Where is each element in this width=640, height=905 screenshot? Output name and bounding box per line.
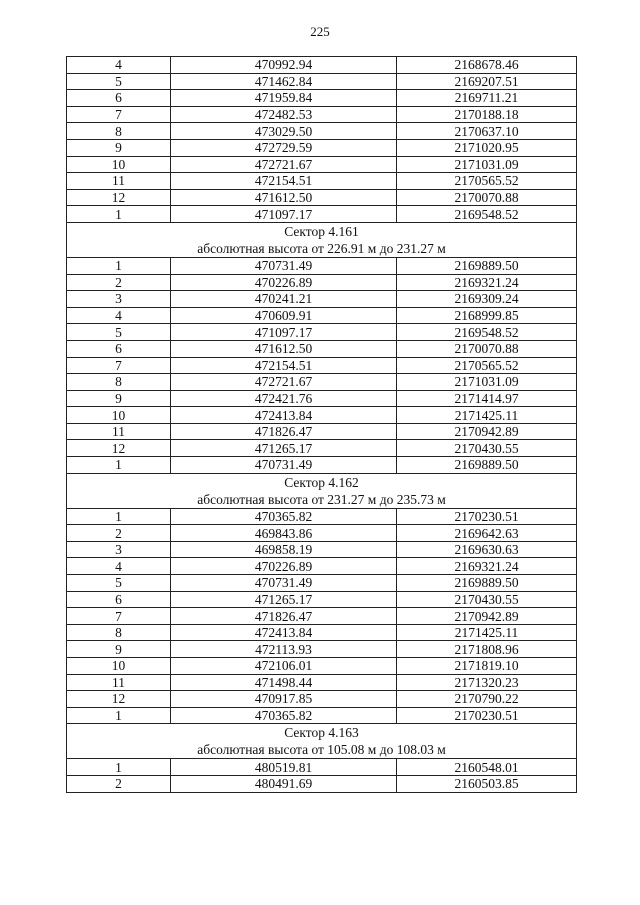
x-coordinate-cell: 472113.93 [171, 641, 397, 658]
point-number-cell: 11 [67, 173, 171, 190]
y-coordinate-cell: 2171819.10 [397, 658, 577, 675]
point-number-cell: 9 [67, 390, 171, 407]
x-coordinate-cell: 471612.50 [171, 340, 397, 357]
table-row [67, 374, 577, 391]
table-row [67, 73, 577, 90]
table-row [67, 90, 577, 107]
point-number-cell: 4 [67, 307, 171, 324]
table-row [67, 324, 577, 341]
x-coordinate-cell: 473029.50 [171, 123, 397, 140]
table-row [67, 674, 577, 691]
y-coordinate-cell: 2169321.24 [397, 558, 577, 575]
point-number-cell: 12 [67, 189, 171, 206]
y-coordinate-cell: 2169548.52 [397, 324, 577, 341]
x-coordinate-cell: 472729.59 [171, 139, 397, 156]
sector-altitude: абсолютная высота от 226.91 м до 231.27 м [197, 240, 446, 256]
x-coordinate-cell: 470731.49 [171, 457, 397, 474]
y-coordinate-cell: 2171425.11 [397, 407, 577, 424]
x-coordinate-cell: 470992.94 [171, 57, 397, 74]
table-row [67, 274, 577, 291]
table-row [67, 641, 577, 658]
point-number-cell: 5 [67, 575, 171, 592]
x-coordinate-cell: 470731.49 [171, 575, 397, 592]
x-coordinate-cell: 470365.82 [171, 707, 397, 724]
point-number-cell: 2 [67, 775, 171, 792]
y-coordinate-cell: 2169889.50 [397, 457, 577, 474]
x-coordinate-cell: 472154.51 [171, 173, 397, 190]
y-coordinate-cell: 2171031.09 [397, 156, 577, 173]
table-row [67, 541, 577, 558]
table-row [67, 658, 577, 675]
point-number-cell: 5 [67, 324, 171, 341]
y-coordinate-cell: 2169321.24 [397, 274, 577, 291]
table-row [67, 775, 577, 792]
point-number-cell: 9 [67, 641, 171, 658]
table-row [67, 707, 577, 724]
x-coordinate-cell: 470241.21 [171, 291, 397, 308]
x-coordinate-cell: 472721.67 [171, 156, 397, 173]
y-coordinate-cell: 2171414.97 [397, 390, 577, 407]
x-coordinate-cell: 470731.49 [171, 257, 397, 274]
y-coordinate-cell: 2169642.63 [397, 525, 577, 542]
x-coordinate-cell: 472106.01 [171, 658, 397, 675]
x-coordinate-cell: 480491.69 [171, 775, 397, 792]
table-row [67, 257, 577, 274]
x-coordinate-cell: 471612.50 [171, 189, 397, 206]
point-number-cell: 1 [67, 508, 171, 525]
y-coordinate-cell: 2160548.01 [397, 759, 577, 776]
point-number-cell: 10 [67, 658, 171, 675]
x-coordinate-cell: 470226.89 [171, 558, 397, 575]
table-row [67, 508, 577, 525]
y-coordinate-cell: 2169630.63 [397, 541, 577, 558]
table-row [67, 575, 577, 592]
y-coordinate-cell: 2170188.18 [397, 106, 577, 123]
table-row [67, 759, 577, 776]
sector-altitude: абсолютная высота от 105.08 м до 108.03 м [197, 742, 446, 758]
y-coordinate-cell: 2169207.51 [397, 73, 577, 90]
point-number-cell: 7 [67, 357, 171, 374]
point-number-cell: 1 [67, 707, 171, 724]
x-coordinate-cell: 472413.84 [171, 624, 397, 641]
table-row [67, 591, 577, 608]
point-number-cell: 11 [67, 674, 171, 691]
table-row [67, 691, 577, 708]
y-coordinate-cell: 2168999.85 [397, 307, 577, 324]
x-coordinate-cell: 471097.17 [171, 206, 397, 223]
point-number-cell: 11 [67, 423, 171, 440]
y-coordinate-cell: 2168678.46 [397, 57, 577, 74]
point-number-cell: 6 [67, 90, 171, 107]
x-coordinate-cell: 471826.47 [171, 608, 397, 625]
sector-header-cell [67, 724, 577, 759]
y-coordinate-cell: 2170430.55 [397, 591, 577, 608]
table-row [67, 608, 577, 625]
x-coordinate-cell: 471959.84 [171, 90, 397, 107]
table-row [67, 407, 577, 424]
point-number-cell: 7 [67, 608, 171, 625]
point-number-cell: 3 [67, 541, 171, 558]
sector-header [67, 724, 577, 759]
x-coordinate-cell: 471265.17 [171, 440, 397, 457]
y-coordinate-cell: 2170230.51 [397, 508, 577, 525]
y-coordinate-cell: 2170565.52 [397, 173, 577, 190]
table-row [67, 139, 577, 156]
table-row [67, 291, 577, 308]
y-coordinate-cell: 2160503.85 [397, 775, 577, 792]
x-coordinate-cell: 472154.51 [171, 357, 397, 374]
table-row [67, 423, 577, 440]
x-coordinate-cell: 472721.67 [171, 374, 397, 391]
point-number-cell: 12 [67, 691, 171, 708]
point-number-cell: 4 [67, 57, 171, 74]
table-row [67, 106, 577, 123]
page-number: 225 [310, 24, 330, 39]
coordinates-table [66, 56, 577, 793]
x-coordinate-cell: 472482.53 [171, 106, 397, 123]
table-row [67, 558, 577, 575]
table-row [67, 189, 577, 206]
x-coordinate-cell: 469858.19 [171, 541, 397, 558]
sector-header [67, 222, 577, 257]
table-row [67, 156, 577, 173]
point-number-cell: 2 [67, 525, 171, 542]
sector-altitude: абсолютная высота от 231.27 м до 235.73 м [197, 491, 446, 507]
point-number-cell: 8 [67, 123, 171, 140]
point-number-cell: 5 [67, 73, 171, 90]
table-row [67, 123, 577, 140]
x-coordinate-cell: 471462.84 [171, 73, 397, 90]
point-number-cell: 1 [67, 206, 171, 223]
point-number-cell: 12 [67, 440, 171, 457]
y-coordinate-cell: 2171020.95 [397, 139, 577, 156]
point-number-cell: 1 [67, 457, 171, 474]
point-number-cell: 4 [67, 558, 171, 575]
y-coordinate-cell: 2171425.11 [397, 624, 577, 641]
x-coordinate-cell: 472413.84 [171, 407, 397, 424]
table-row [67, 206, 577, 223]
table-row [67, 307, 577, 324]
x-coordinate-cell: 471265.17 [171, 591, 397, 608]
y-coordinate-cell: 2170942.89 [397, 423, 577, 440]
table-row [67, 173, 577, 190]
x-coordinate-cell: 470365.82 [171, 508, 397, 525]
y-coordinate-cell: 2169889.50 [397, 257, 577, 274]
sector-header-cell [67, 473, 577, 508]
x-coordinate-cell: 470226.89 [171, 274, 397, 291]
y-coordinate-cell: 2170942.89 [397, 608, 577, 625]
y-coordinate-cell: 2170430.55 [397, 440, 577, 457]
y-coordinate-cell: 2171320.23 [397, 674, 577, 691]
table-row [67, 340, 577, 357]
y-coordinate-cell: 2169889.50 [397, 575, 577, 592]
point-number-cell: 3 [67, 291, 171, 308]
point-number-cell: 8 [67, 374, 171, 391]
sector-title: Сектор 4.161 [284, 223, 359, 239]
x-coordinate-cell: 480519.81 [171, 759, 397, 776]
x-coordinate-cell: 472421.76 [171, 390, 397, 407]
point-number-cell: 10 [67, 407, 171, 424]
point-number-cell: 1 [67, 759, 171, 776]
y-coordinate-cell: 2169309.24 [397, 291, 577, 308]
point-number-cell: 9 [67, 139, 171, 156]
point-number-cell: 6 [67, 340, 171, 357]
sector-title: Сектор 4.163 [284, 725, 359, 741]
y-coordinate-cell: 2170070.88 [397, 340, 577, 357]
x-coordinate-cell: 470609.91 [171, 307, 397, 324]
table-row [67, 390, 577, 407]
y-coordinate-cell: 2170070.88 [397, 189, 577, 206]
y-coordinate-cell: 2171031.09 [397, 374, 577, 391]
y-coordinate-cell: 2169548.52 [397, 206, 577, 223]
x-coordinate-cell: 471498.44 [171, 674, 397, 691]
y-coordinate-cell: 2170790.22 [397, 691, 577, 708]
sector-title: Сектор 4.162 [284, 474, 359, 490]
table-row [67, 57, 577, 74]
table-row [67, 357, 577, 374]
point-number-cell: 1 [67, 257, 171, 274]
sector-header-cell [67, 222, 577, 257]
y-coordinate-cell: 2170565.52 [397, 357, 577, 374]
point-number-cell: 8 [67, 624, 171, 641]
x-coordinate-cell: 471826.47 [171, 423, 397, 440]
table-row [67, 440, 577, 457]
x-coordinate-cell: 470917.85 [171, 691, 397, 708]
x-coordinate-cell: 469843.86 [171, 525, 397, 542]
y-coordinate-cell: 2169711.21 [397, 90, 577, 107]
x-coordinate-cell: 471097.17 [171, 324, 397, 341]
table-row [67, 624, 577, 641]
sector-header [67, 473, 577, 508]
point-number-cell: 7 [67, 106, 171, 123]
table-row [67, 457, 577, 474]
y-coordinate-cell: 2170230.51 [397, 707, 577, 724]
point-number-cell: 6 [67, 591, 171, 608]
y-coordinate-cell: 2170637.10 [397, 123, 577, 140]
point-number-cell: 10 [67, 156, 171, 173]
table-row [67, 525, 577, 542]
y-coordinate-cell: 2171808.96 [397, 641, 577, 658]
point-number-cell: 2 [67, 274, 171, 291]
